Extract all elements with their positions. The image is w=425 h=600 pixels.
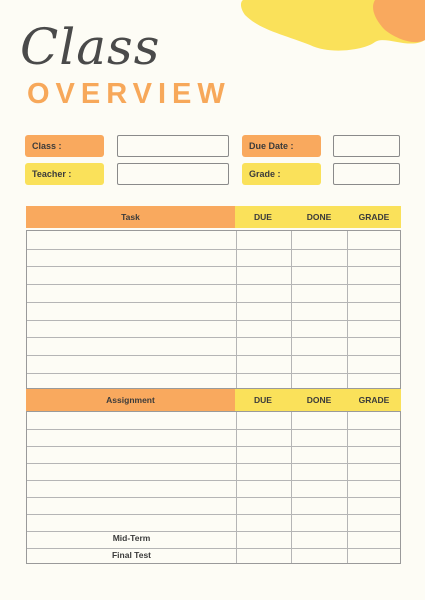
assignment-table: [26, 389, 401, 560]
table-row-line: [27, 373, 400, 374]
assignment-table-header: [26, 389, 401, 411]
table-row-line: [27, 548, 400, 549]
table-row-line: [27, 480, 400, 481]
column-divider: [347, 412, 348, 563]
column-divider: [236, 231, 237, 388]
grade-field[interactable]: [333, 163, 400, 185]
page-title: OVERVIEW: [27, 78, 231, 110]
table-row-line: [27, 249, 400, 250]
table-row-line: [27, 355, 400, 356]
table-row-line: [27, 284, 400, 285]
mid-term-label: Mid-Term: [112, 533, 151, 543]
table-row-line: [27, 302, 400, 303]
column-divider: [291, 412, 292, 563]
decorative-blob: [225, 0, 425, 60]
teacher-label: Teacher :: [25, 163, 104, 185]
column-divider: [236, 412, 237, 563]
table-row-line: [27, 463, 400, 464]
grade-label: Grade :: [242, 163, 321, 185]
task-header: Task: [26, 206, 235, 228]
task-due-header: DUE: [235, 206, 291, 228]
teacher-field[interactable]: [117, 163, 229, 185]
table-row-line: [27, 320, 400, 321]
table-row-line: [27, 531, 400, 532]
table-row-line: [27, 429, 400, 430]
task-table: [26, 206, 401, 228]
assignment-grid: [26, 411, 401, 564]
table-row-line: [27, 266, 400, 267]
task-table-header: [26, 206, 401, 228]
assignment-grade-header: GRADE: [347, 389, 401, 411]
task-grid: [26, 230, 401, 389]
class-field[interactable]: [117, 135, 229, 157]
column-divider: [347, 231, 348, 388]
title-script: Class: [20, 18, 161, 76]
assignment-header: Assignment: [26, 389, 235, 411]
column-divider: [291, 231, 292, 388]
task-done-header: DONE: [291, 206, 347, 228]
table-row-line: [27, 514, 400, 515]
table-row-line: [27, 337, 400, 338]
task-grade-header: GRADE: [347, 206, 401, 228]
due-date-label: Due Date :: [242, 135, 321, 157]
due-date-field[interactable]: [333, 135, 400, 157]
table-row-line: [27, 446, 400, 447]
final-test-label: Final Test: [111, 550, 152, 560]
table-row-line: [27, 497, 400, 498]
assignment-due-header: DUE: [235, 389, 291, 411]
class-label: Class :: [25, 135, 104, 157]
assignment-done-header: DONE: [291, 389, 347, 411]
